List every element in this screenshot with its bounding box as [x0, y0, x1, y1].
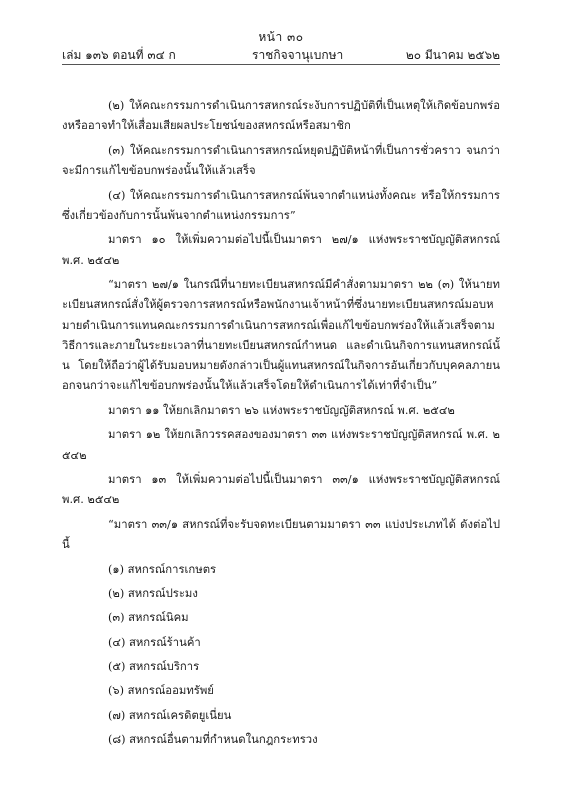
- paragraph-section-11: มาตรา ๑๑ ให้ยกเลิกมาตรา ๒๖ แห่งพระราชบัญญัติสหกรณ์ พ.ศ. ๒๕๔๒: [108, 403, 455, 417]
- volume-issue: เล่ม ๑๓๖ ตอนที่ ๓๔ ก: [62, 48, 176, 62]
- list-item: (๗) สหกรณ์เครดิตยูเนี่ยน: [108, 708, 232, 722]
- list-item: (๔) สหกรณ์ร้านค้า: [108, 635, 201, 649]
- gazette-name: ราชกิจจานุเบกษา: [252, 48, 344, 62]
- paragraph-section-10: มาตรา ๑๐ ให้เพิ่มความต่อไปนี้เป็นมาตรา ๒๗/๑ แห่งพระราชบัญญัติสหกรณ์ พ.ศ. ๒๕๔๒: [62, 233, 500, 267]
- paragraph-clause-3: (๓) ให้คณะกรรมการดำเนินการสหกรณ์หยุดปฏิบัติหน้าที่เป็นการชั่วคราว จนกว่าจะมีการแก้ไขข้อบกพร่องนั้นให้แล้วเสร็จ: [62, 143, 500, 177]
- list-item: (๓) สหกรณ์นิคม: [108, 611, 189, 625]
- publication-date: ๒๐ มีนาคม ๒๕๖๒: [405, 48, 500, 62]
- paragraph-section-12: มาตรา ๑๒ ให้ยกเลิกวรรคสองของมาตรา ๓๓ แห่งพระราชบัญญัติสหกรณ์ พ.ศ. ๒๕๔๒: [62, 428, 500, 462]
- list-item: (๒) สหกรณ์ประมง: [108, 587, 198, 601]
- list-item: (๑) สหกรณ์การเกษตร: [108, 562, 217, 576]
- paragraph-clause-2: (๒) ให้คณะกรรมการดำเนินการสหกรณ์ระงับการปฏิบัติที่เป็นเหตุให้เกิดข้อบกพร่องหรืออาจทำให้เสื่อมเสียผลประโยชน์ของสหกรณ์หรือสมาชิก: [62, 99, 500, 133]
- paragraph-section-33-1: “มาตรา ๓๓/๑ สหกรณ์ที่จะรับจดทะเบียนตามมาตรา ๓๓ แบ่งประเภทได้ ดังต่อไปนี้: [62, 517, 500, 552]
- paragraph-clause-4: (๔) ให้คณะกรรมการดำเนินการสหกรณ์พ้นจากตำแหน่งทั้งคณะ หรือให้กรรมการซึ่งเกี่ยวข้องกับการนั้นพ้นจากตำแหน่งกรรมการ”: [62, 188, 500, 222]
- page-number: หน้า ๓๐: [258, 30, 304, 44]
- paragraph-section-27-1: “มาตรา ๒๗/๑ ในกรณีที่นายทะเบียนสหกรณ์มีคำสั่งตามมาตรา ๒๒ (๓) ให้นายทะเบียนสหกรณ์สั่งให้ผู้ตรวจการสหกรณ์หรือพนักงานเจ้าหน้าที่ซึ่งนายทะเบียนสหกรณ์มอบหมายดำเนินการแทนคณะกรรมการดำเนินการสหกรณ์เพื่อแก้ไขข้อบกพร่องให้แล้วเสร็จตามวิธีการและภายในระยะเวลาที่นายทะเบียนสหกรณ์กำหนด และดำเนินกิจการแทนสหกรณ์นั้น โดยให้ถือว่าผู้ได้รับมอบหมายดังกล่าวเป็นผู้แทนสหกรณ์ในกิจการอันเกี่ยวกับบุคคลภายนอกจนกว่าจะแก้ไขข้อบกพร่องนั้นให้แล้วเสร็จโดยให้ดำเนินการได้เท่าที่จำเป็น”: [62, 278, 500, 393]
- list-item: (๕) สหกรณ์บริการ: [108, 659, 200, 673]
- paragraph-section-13: มาตรา ๑๓ ให้เพิ่มความต่อไปนี้เป็นมาตรา ๓๓/๑ แห่งพระราชบัญญัติสหกรณ์ พ.ศ. ๒๕๔๒: [62, 473, 500, 507]
- list-item: (๖) สหกรณ์ออมทรัพย์: [108, 684, 214, 698]
- header-divider: [62, 64, 500, 65]
- running-header: [62, 46, 500, 62]
- list-item: (๘) สหกรณ์อื่นตามที่กำหนดในกฎกระทรวง: [108, 732, 318, 746]
- document-body: [62, 96, 500, 754]
